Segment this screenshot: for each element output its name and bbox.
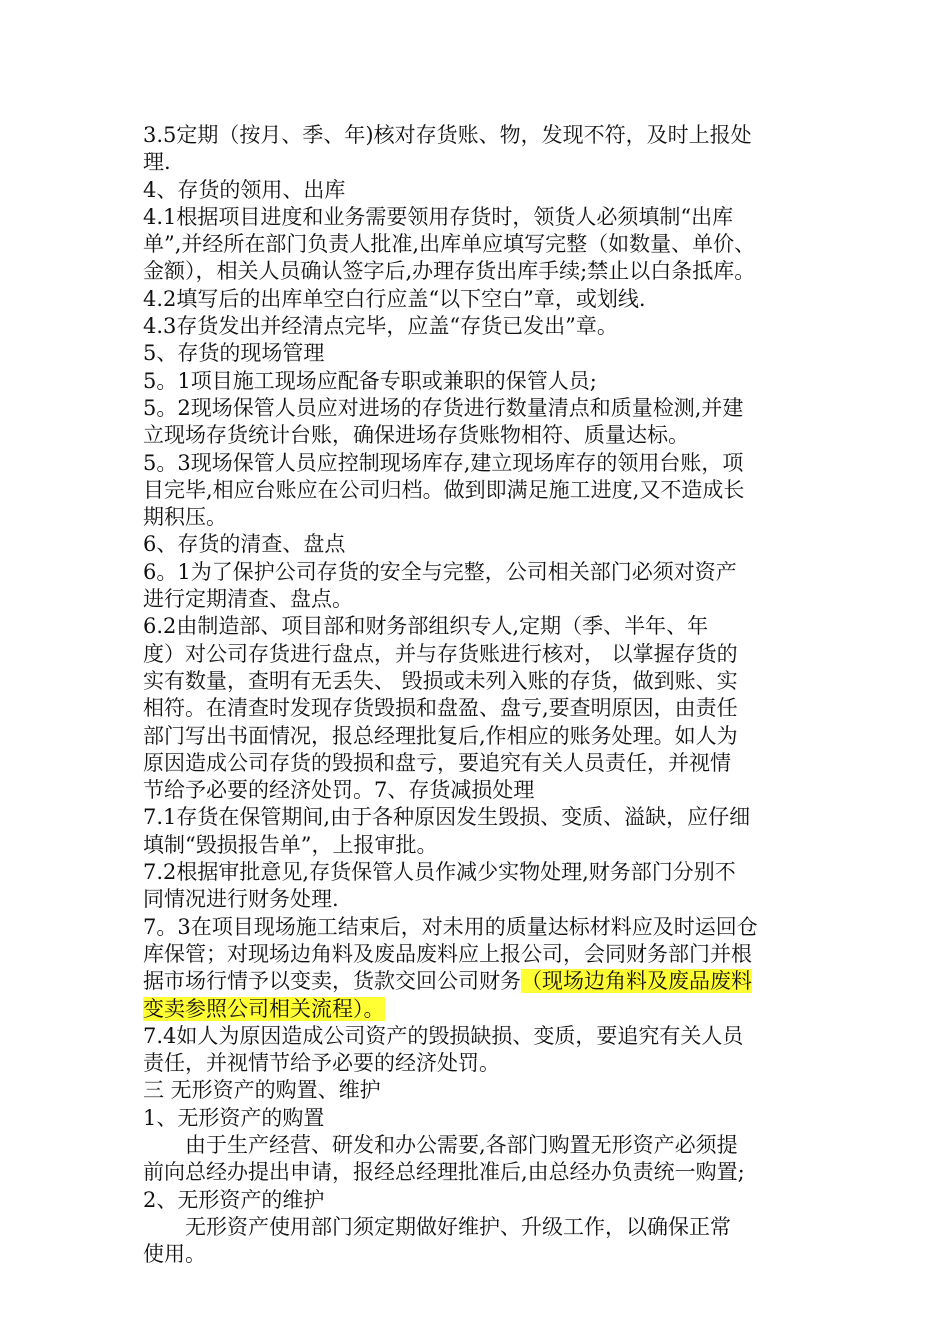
text-line: 相符。在清查时发现存货毁损和盘盈、盘亏,要查明原因，由责任 [143,696,738,721]
text-line: 度）对公司存货进行盘点，并与存货账进行核对， 以掌握存货的 [143,641,738,666]
text-line: 6.2由制造部、项目部和财务部组织专人,定期（季、半年、年 [143,614,709,639]
text-line: 填制“毁损报告单”，上报审批。 [143,832,438,857]
text-line: 5。1项目施工现场应配备专职或兼职的保管人员; [143,368,597,393]
text-line: 部门写出书面情况，报总经理批复后,作相应的账务处理。如人为 [143,723,738,748]
text-line: 7。3在项目现场施工结束后，对未用的质量达标材料应及时运回仓 [143,914,758,939]
text-line: 金额），相关人员确认签字后,办理存货出库手续;禁止以白条抵库。 [143,259,756,284]
text-line: 目完毕,相应台账应在公司归档。做到即满足施工进度,又不造成长 [143,477,745,502]
text-line: 前向总经办提出申请，报经总经理批准后,由总经办负责统一购置; [143,1160,745,1185]
text-line: 期积压。 [143,505,227,530]
text-line: 5。3现场保管人员应控制现场库存,建立现场库存的领用台账，项 [143,450,744,475]
text-line: 无形资产使用部门须定期做好维护、升级工作，以确保正常 [185,1214,731,1239]
text-line: 4.2填写后的出库单空白行应盖“以下空白”章，或划线. [143,286,646,311]
text-line: 7.2根据审批意见,存货保管人员作减少实物处理,财务部门分别不 [143,860,736,885]
section-heading: 6、存货的清查、盘点 [143,532,346,557]
text-line: 7.1存货在保管期间,由于各种原因发生毁损、变质、溢缺，应仔细 [143,805,751,830]
section-heading: 4、存货的领用、出库 [143,177,346,202]
text-line: 7.4如人为原因造成公司资产的毁损缺损、变质，要追究有关人员 [143,1023,744,1048]
section-heading: 1、无形资产的购置 [143,1105,325,1130]
document-body [143,122,813,1268]
text-line: 单”,并经所在部门负责人批准,出库单应填写完整（如数量、单价、 [143,232,756,257]
text-line: 原因造成公司存货的毁损和盘亏，要追究有关人员责任，并视情 [143,750,731,775]
text-line: 5。2现场保管人员应对进场的存货进行数量清点和质量检测,并建 [143,395,744,420]
highlighted-text: （现场边角料及废品废料 [521,969,752,994]
section-heading: 2、无形资产的维护 [143,1187,325,1212]
text-line: 理. [143,150,171,175]
text-line [143,968,813,995]
text-line: 立现场存货统计台账，确保进场存货账物相符、质量达标。 [143,423,689,448]
text-line: 使用。 [143,1242,206,1267]
text-line: 库保管；对现场边角料及废品废料应上报公司，会同财务部门并根 [143,941,752,966]
text-line: 进行定期清查、盘点。 [143,587,353,612]
text-line: 4.1根据项目进度和业务需要领用存货时，领货人必须填制“出库 [143,204,734,229]
text-line: 4.3存货发出并经清点完毕，应盖“存货已发出”章。 [143,314,618,339]
highlighted-text: 变卖参照公司相关流程）。 [143,996,385,1021]
text-line [143,996,813,1023]
chapter-heading: 三 无形资产的购置、维护 [143,1078,381,1103]
text-line: 节给予必要的经济处罚。7、存货减损处理 [143,778,535,803]
section-heading: 5、存货的现场管理 [143,341,325,366]
text-line: 实有数量，查明有无丢失、 毁损或未列入账的存货，做到账、实 [143,668,738,693]
text-line: 同情况进行财务处理. [143,887,339,912]
line-text: 据市场行情予以变卖，货款交回公司财务 [143,969,521,994]
text-line: 由于生产经营、研发和办公需要,各部门购置无形资产必须提 [185,1132,738,1157]
text-line: 3.5定期（按月、季、年)核对存货账、物，发现不符，及时上报处 [143,123,752,147]
text-line: 6。1为了保护公司存货的安全与完整，公司相关部门必须对资产 [143,559,737,584]
text-line: 责任，并视情节给予必要的经济处罚。 [143,1051,500,1076]
